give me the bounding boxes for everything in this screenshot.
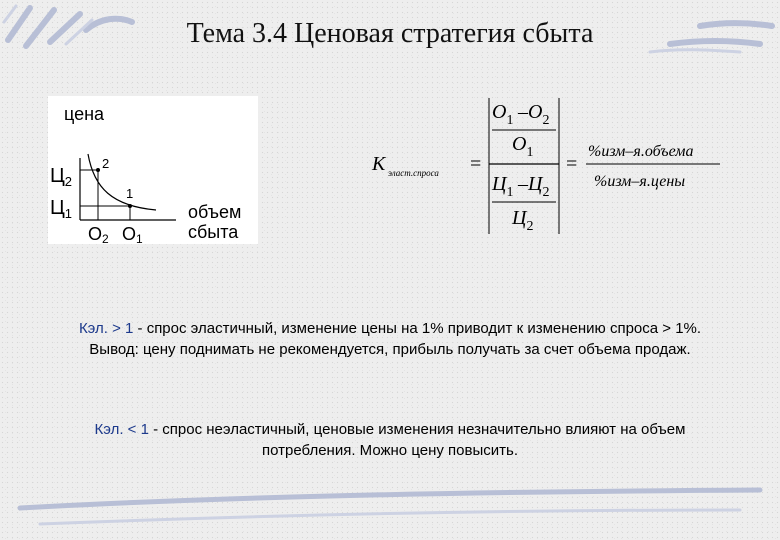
inelastic-line-2: потребления. Можно цену повысить. bbox=[262, 442, 518, 459]
top-o1-denominator: $О_1$ bbox=[512, 133, 534, 160]
point-2-label: 2 bbox=[102, 156, 110, 171]
inelastic-demand-note bbox=[20, 419, 760, 461]
elastic-line-1 bbox=[20, 318, 760, 339]
slide-title: Тема 3.4 Ценовая стратегия сбыта bbox=[186, 18, 594, 49]
k-symbol: К bbox=[372, 153, 386, 175]
equals-2: = bbox=[566, 153, 578, 175]
volume-high-label: О1 bbox=[122, 224, 143, 244]
elastic-condition: Кэл. > 1 bbox=[78, 320, 134, 337]
x-axis-label-line1: объем bbox=[188, 202, 242, 222]
demand-graph-panel bbox=[48, 96, 258, 244]
inelastic-line-1 bbox=[20, 419, 760, 440]
elastic-demand-note bbox=[20, 318, 760, 360]
point-1-label: 1 bbox=[126, 186, 134, 201]
bottom-c1: $Ц_1$ bbox=[492, 173, 514, 200]
point-2-marker bbox=[96, 168, 100, 172]
bottom-c2-denominator: $Ц_2$ bbox=[512, 207, 534, 234]
elastic-line-2: Вывод: цену поднимать не рекомендуется, прибыль получать за счет объема продаж. bbox=[89, 341, 691, 358]
top-o2: $О_2$ bbox=[528, 101, 550, 128]
bottom-c2: $Ц_2$ bbox=[528, 173, 550, 200]
price-low-label: $Ц_1$ bbox=[50, 197, 73, 221]
elasticity-formula bbox=[368, 92, 738, 242]
bottom-minus: – bbox=[518, 173, 528, 195]
x-axis-label-line2: сбыта bbox=[188, 222, 239, 242]
inelastic-condition: Кэл. < 1 bbox=[94, 421, 149, 438]
inelastic-description: - спрос неэластичный, ценовые изменения незначительно влияют на объем bbox=[148, 421, 686, 438]
volume-low-label: О2 bbox=[88, 224, 109, 244]
top-minus: – bbox=[518, 101, 528, 123]
k-subscript: эласт.спроса bbox=[388, 168, 439, 178]
demand-graph bbox=[48, 96, 258, 244]
y-axis-label: цена bbox=[64, 104, 105, 124]
rhs-denominator: %изм–я.цены bbox=[594, 173, 686, 190]
formula-svg bbox=[368, 92, 738, 242]
point-1-marker bbox=[128, 204, 132, 208]
rhs-numerator: %изм–я.объема bbox=[588, 143, 694, 160]
decorative-strokes-bottom bbox=[0, 480, 780, 540]
elastic-description: - спрос эластичный, изменение цены на 1% приводит к изменению спроса > 1%. bbox=[133, 320, 702, 337]
top-o1: $О_1$ bbox=[492, 101, 514, 128]
price-high-label: $Ц_2$ bbox=[50, 165, 73, 189]
equals-1: = bbox=[470, 153, 482, 175]
